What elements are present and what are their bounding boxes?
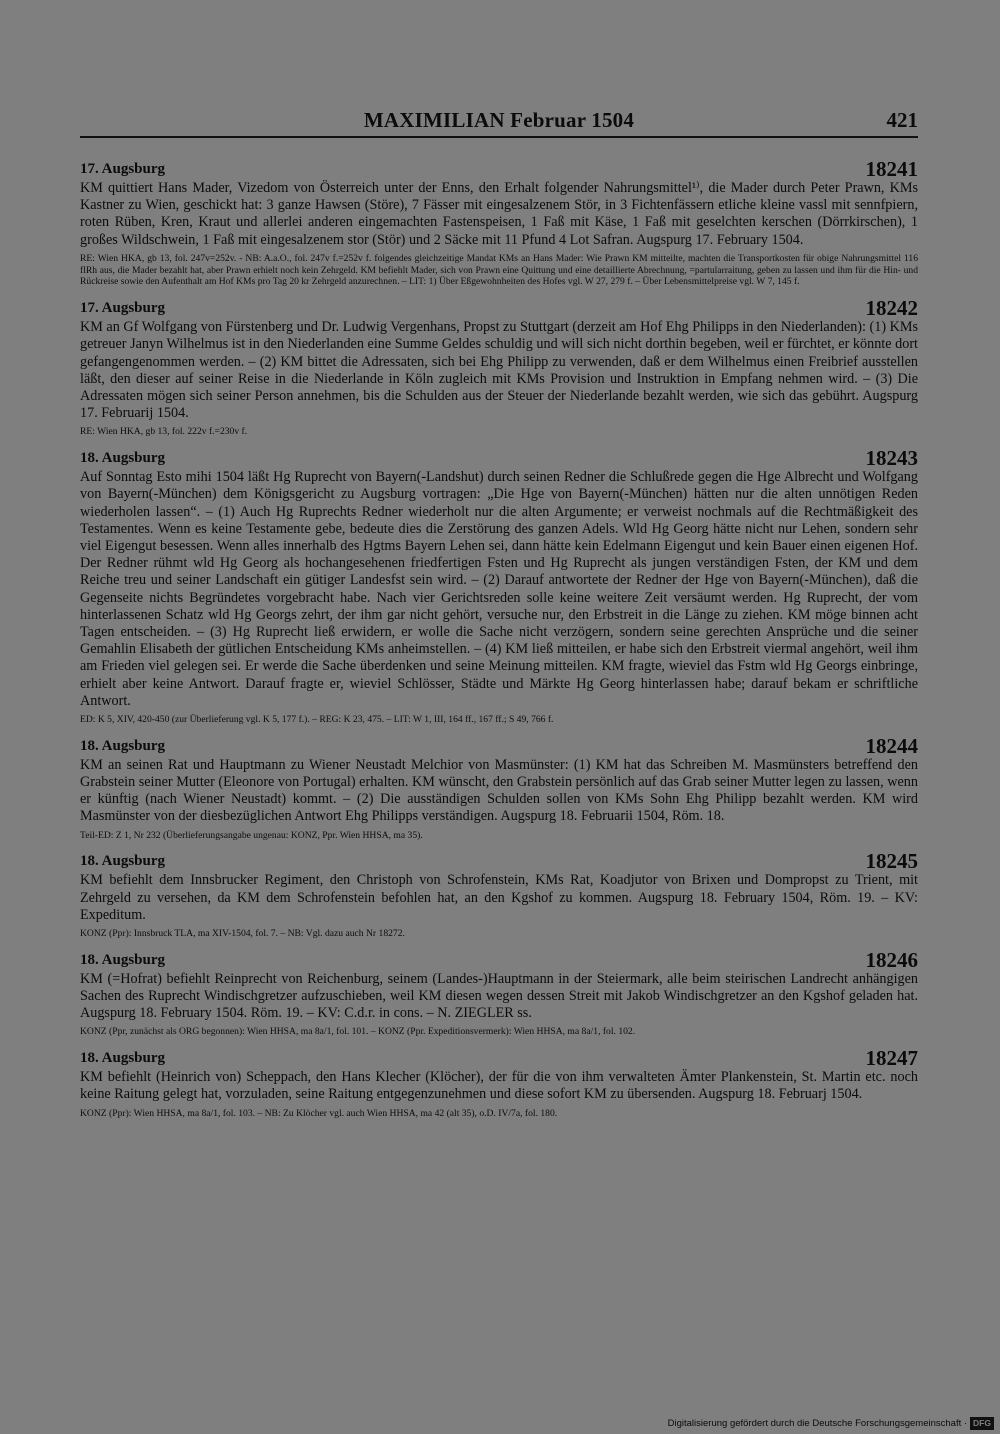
entry-note: ED: K 5, XIV, 420-450 (zur Überlieferung vgl. K 5, 177 f.). – REG: K 23, 475. – LIT: W 1, III, 164 ff., 167 ff.; S 49, 766 f.: [80, 714, 554, 726]
header-rule: [80, 136, 918, 138]
entries-list: [80, 158, 918, 1128]
page-number: 421: [886, 108, 918, 132]
entry-date: 18. Augsburg: [80, 951, 166, 968]
entry-18241: [80, 158, 918, 288]
entry-text: KM befiehlt dem Innsbrucker Regiment, den Christoph von Schrofenstein, KMs Rat, Koadjutor von Brixen und Dompropst zu Trient, mit Zehrgeld zu versehen, da KM dem Schrofenstein befohlen hat, an den Kgshof zu kommen. Augspurg 18. February 1504, Röm. 19. – KV: Expeditum.: [80, 872, 918, 923]
entry-number: 18245: [865, 849, 918, 874]
dfg-logo: DFG: [970, 1417, 994, 1430]
entry-date: 18. Augsburg: [80, 737, 166, 754]
entry-text: KM quittiert Hans Mader, Vizedom von Österreich unter der Enns, den Erhalt folgender Nahrungsmittel¹⁾, die Mader durch Peter Prawn, KMs Kastner zu Wien, geschickt hat: 3 ganze Hawsen (Störe), 7 Fässer mit eingesalzenem Stör, in 3 Fichtenfässern etliche kleine vassl mit sennfpiern, roten Rüben, Kren, Kraut und allerlei anderen eingemachten Fastenspeisen, 1 Faß mit Käse, 1 Faß mit geselchten kerschen (Dörrkirschen), 1 großes Wildschwein, 1 Faß mit eingesalzenem stor (Stör) und 2 Säcke mit 11 Pfund 4 Lot Safran. Augspurg 17. February 1504.: [80, 180, 918, 248]
entry-18242: [80, 297, 918, 438]
entry-text: KM an seinen Rat und Hauptmann zu Wiener Neustadt Melchior von Masmünster: (1) KM hat das Schreiben M. Masmünsters betreffend den Grabstein seiner Mutter (Eleonore von Portugal) erhalten. KM wünscht, den Grabstein persönlich auf das Grab seiner Mutter legen zu lassen, wenn er künftig (nach Wiener Neustadt) kommt. – (2) Die ausständigen Schulden sollen von KMs Sohn Ehg Philipp bezahlt werden. KM wird Masmünster von der diesbezüglichen Antwort Ehg Philipps verständigen. Augspurg 18. Februarii 1504, Röm. 18.: [80, 756, 918, 825]
entry-note: RE: Wien HKA, gb 13, fol. 247v=252v. - NB: A.a.O., fol. 247v f.=252v f. folgendes gleichzeitige Mandat KMs an Hans Mader: Wie Prawn KM mitteilte, machten die Transportkosten für obige Nahrungsmittel 116 flRh aus, die Mader bezahlt hat, aber Prawn erhielt noch kein Zehrgeld. KM befiehlt Mader, sich von Prawn eine Quittung und eine detaillierte Abrechnung, =partularraitung, geben zu lassen und ihm für die Hin- und Rückreise sowie den Aufenthalt am Hof KMs pro Tag 20 kr Zehrgeld anzurechnen. – LIT: 1) Über Eßgewohnheiten des Hofes vgl. W 27, 279 f. – Über Lebensmittelpreise vgl. W 7, 145 f.: [80, 252, 918, 288]
credit-text: Digitalisierung gefördert durch die Deutsche Forschungsgemeinschaft ·: [667, 1417, 968, 1429]
entry-number: 18241: [865, 157, 918, 181]
entry-date: 18. Augsburg: [80, 1050, 166, 1067]
page-header: [80, 108, 918, 138]
entry-number: 18247: [865, 1046, 918, 1071]
entry-18243: [80, 447, 918, 726]
entry-note: Teil-ED: Z 1, Nr 232 (Überlieferungsangabe ungenau: KONZ, Ppr. Wien HHSA, ma 35).: [80, 829, 423, 841]
entry-18247: [80, 1047, 918, 1119]
entry-note: RE: Wien HKA, gb 13, fol. 222v f.=230v f.: [80, 426, 248, 438]
entry-note: KONZ (Ppr): Innsbruck TLA, ma XIV-1504, fol. 7. – NB: Vgl. dazu auch Nr 18272.: [80, 928, 405, 940]
entry-18244: [80, 735, 918, 842]
running-head: MAXIMILIAN Februar 1504: [363, 108, 635, 132]
entry-18246: [80, 949, 918, 1038]
entry-18245: [80, 850, 918, 939]
entry-number: 18242: [865, 296, 918, 321]
entry-note: KONZ (Ppr, zunächst als ORG begonnen): Wien HHSA, ma 8a/1, fol. 101. – KONZ (Ppr. Expeditionsvermerk): Wien HHSA, ma 8a/1, fol. 102.: [80, 1026, 636, 1038]
entry-date: 18. Augsburg: [80, 450, 166, 467]
entry-text: Auf Sonntag Esto mihi 1504 läßt Hg Ruprecht von Bayern(-Landshut) durch seinen Redner die Schlußrede gegen die Hge Albrecht und Wolfgang von Bayern(-München) dem Königsgericht zu Augsburg vortragen: „Die Hge von Bayern(-München) hätten nur die alten unnötigen Reden wiederholen lassen“. – (1) Auch Hg Ruprechts Redner wiederholt nur die alten Argumente; er verweist nochmals auf die Rechtmäßigkeit des Testamentes. Wenn es keine Testamente gebe, bedeute dies die Zerstörung des ganzen Adels. Wld Hg Georg hätte nicht nur Lehen, sondern sehr viel Eigengut besessen. Wenn alles innerhalb des Hgtms Bayern Lehen sei, dann hätte kein Edelmann Eigengut und kein Bauer einen eigenen Hof. Der Redner rühmt wld Hg Georg als hochangesehenen friedfertigen Fsten und Hg Ruprecht als jungen verständigen Fsten, der KM und dem Reiche treu und seiner Landschaft ein gütiger Landesfst sein wird. – (2) Darauf antwortete der Redner der Hge von Bayern(-München), daß die Gegenseite nichts Begründetes vorgebracht habe. Nach vier Gerichtsreden solle keine weitere Zeit versäumt werden. Hg Ruprecht, der vom hinterlassenen Schatz wld Hg Georgs zehrt, der ihm gar nicht gehört, versuche nur, den Erbstreit in die Länge zu ziehen. KM möge binnen acht Tagen entscheiden. – (3) Hg Ruprecht ließ erwidern, er wolle die Sache nicht verzögern, sondern seine gerechten Ansprüche und die seiner Gemahlin Elisabeth der gütlichen Entscheidung KMs anheimstellen. – (4) KM ließ mitteilen, er habe sich den Erbstreit viermal angehört, weil ihm am Frieden viel gelegen sei. Er werde die Sache überdenken und seine Meinung mitteilen. KM fragte, wieviel das Fstm wld Hg Georgs einbringe, erhielt aber keine Antwort. Darauf fragte er, wieviel Schlösser, Städte und Märkte Hg Georg hinterlassen habe; darauf bekam er schriftliche Antwort.: [80, 469, 918, 709]
entry-date: 17. Augsburg: [80, 161, 166, 177]
entry-number: 18244: [865, 733, 918, 758]
entry-date: 17. Augsburg: [80, 300, 166, 317]
entry-date: 18. Augsburg: [80, 853, 166, 870]
entry-number: 18243: [865, 446, 918, 471]
entry-text: KM befiehlt (Heinrich von) Scheppach, den Hans Klecher (Klöcher), der für die von ihm verwalteten Ämter Plankenstein, St. Martin etc. noch keine Raitung gelegt hat, vorzuladen, seine Raitung entgegenzunehmen und diese sofort KM zu übersenden. Augspurg 18. Februarj 1504.: [80, 1069, 918, 1103]
digitization-credit: [668, 1416, 994, 1430]
entry-note: KONZ (Ppr): Wien HHSA, ma 8a/1, fol. 103. – NB: Zu Klöcher vgl. auch Wien HHSA, ma 42 (alt 35), o.D. IV/7a, fol. 180.: [80, 1107, 558, 1119]
entry-text: KM an Gf Wolfgang von Fürstenberg und Dr. Ludwig Vergenhans, Propst zu Stuttgart (derzeit am Hof Ehg Philipps in den Niederlanden): (1) KMs getreuer Janyn Wilhelmus ist in den Niederlanden eine Summe Geldes schuldig und will sich nicht dorthin begeben, weil er fürchtet, er könnte dort gefangengenommen werden. – (2) KM bittet die Adressaten, sich bei Ehg Philipp zu verwenden, daß er dem Wilhelmus einen Freibrief ausstellen läßt, den dieser auf seiner Reise in die Niederlande in Köln zugleich mit KMs Provision und Instruktion in Empfang nehmen wird. – (3) Die Adressaten mögen sich seiner Person annehmen, bis die Schulden aus der Steuer der Niederlande bezahlt werden, wie sich das gebührt. Augspurg 17. Februarij 1504.: [80, 319, 918, 422]
entry-number: 18246: [865, 947, 918, 972]
entry-text: KM (=Hofrat) befiehlt Reinprecht von Reichenburg, seinem (Landes-)Hauptmann in der Steiermark, alle beim steirischen Landrecht anhängigen Sachen des Ruprecht Windischgretzer aufzuschieben, weil KM diesen wegen dessen Streit mit Jakob Windischgretzer an den Kgshof geladen hat. Augspurg 18. February 1504. Röm. 19. – KV: C.d.r. in cons. – N. ZIEGLER ss.: [80, 970, 918, 1022]
